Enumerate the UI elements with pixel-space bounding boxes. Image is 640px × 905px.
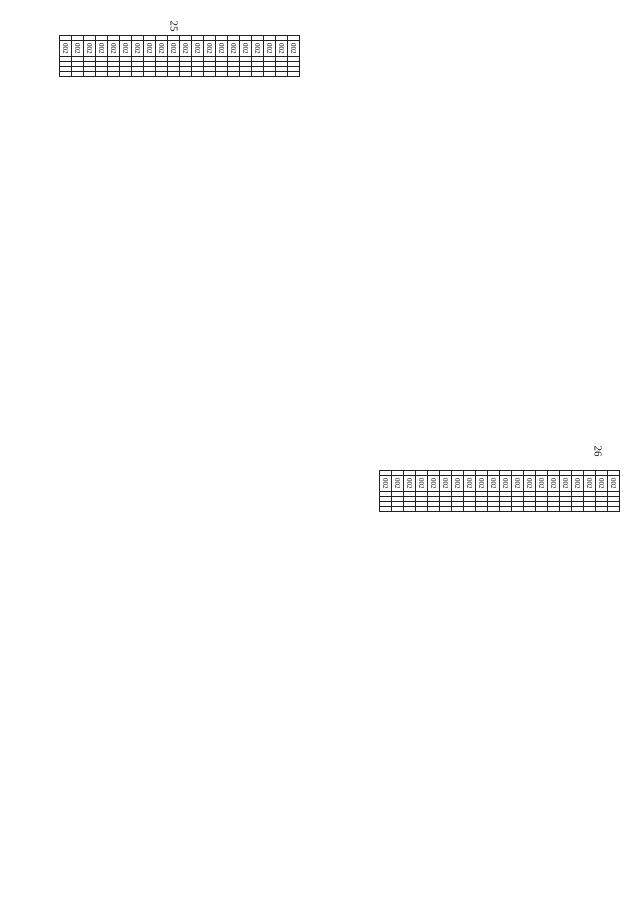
- cell-code: 002: [560, 476, 572, 492]
- table-row: [276, 36, 288, 77]
- cell-sum: [452, 506, 464, 511]
- table-row: [180, 36, 192, 77]
- cell-sum: [96, 71, 108, 76]
- table-row: [168, 36, 180, 77]
- cell-sum: [144, 71, 156, 76]
- cell-sum: [228, 71, 240, 76]
- cell-code: 002: [380, 476, 392, 492]
- right-page: [320, 0, 640, 905]
- table-row: [264, 36, 276, 77]
- table-row: [428, 471, 440, 512]
- cell-sum: [464, 506, 476, 511]
- cell-code: 002: [392, 476, 404, 492]
- cell-code: 002: [192, 41, 204, 57]
- table-row: [240, 36, 252, 77]
- cell-code: 002: [404, 476, 416, 492]
- table-row: [228, 36, 240, 77]
- cell-sum: [500, 506, 512, 511]
- cell-sum: [192, 71, 204, 76]
- cell-code: 002: [584, 476, 596, 492]
- cell-code: 002: [488, 476, 500, 492]
- cell-code: 002: [512, 476, 524, 492]
- table-row: [608, 471, 620, 512]
- cell-sum: [512, 506, 524, 511]
- cell-code: 002: [536, 476, 548, 492]
- cell-sum: [120, 71, 132, 76]
- table-row: [500, 471, 512, 512]
- table-row: [404, 471, 416, 512]
- cell-sum: [488, 506, 500, 511]
- table-row: [120, 36, 132, 77]
- cell-code: 002: [156, 41, 168, 57]
- table-row: [380, 471, 392, 512]
- cell-code: 002: [264, 41, 276, 57]
- cell-code: 002: [416, 476, 428, 492]
- cell-sum: [216, 71, 228, 76]
- cell-code: 002: [452, 476, 464, 492]
- table-row: [596, 471, 608, 512]
- table-row: [416, 471, 428, 512]
- cell-code: 002: [84, 41, 96, 57]
- cell-sum: [180, 71, 192, 76]
- table-row: [84, 36, 96, 77]
- cell-code: 002: [288, 41, 300, 57]
- table-row: [440, 471, 452, 512]
- budget-table: [379, 470, 620, 512]
- cell-code: 002: [168, 41, 180, 57]
- table-row: [108, 36, 120, 77]
- cell-sum: [476, 506, 488, 511]
- table-row: [560, 471, 572, 512]
- table-row: [536, 471, 548, 512]
- cell-sum: [596, 506, 608, 511]
- cell-code: 002: [60, 41, 72, 57]
- cell-sum: [264, 71, 276, 76]
- table-row: [72, 36, 84, 77]
- cell-code: 002: [228, 41, 240, 57]
- table-row: [192, 36, 204, 77]
- cell-sum: [60, 71, 72, 76]
- cell-sum: [108, 71, 120, 76]
- table-row: [524, 471, 536, 512]
- cell-sum: [536, 506, 548, 511]
- table-row: [392, 471, 404, 512]
- cell-sum: [132, 71, 144, 76]
- table-row: [452, 471, 464, 512]
- table-row: [144, 36, 156, 77]
- cell-code: 002: [500, 476, 512, 492]
- cell-sum: [560, 506, 572, 511]
- cell-sum: [608, 506, 620, 511]
- cell-code: 002: [548, 476, 560, 492]
- cell-code: 002: [608, 476, 620, 492]
- cell-code: 002: [252, 41, 264, 57]
- cell-sum: [572, 506, 584, 511]
- table-row: [584, 471, 596, 512]
- budget-table: [59, 35, 300, 77]
- cell-code: 002: [180, 41, 192, 57]
- cell-sum: [548, 506, 560, 511]
- cell-code: 002: [596, 476, 608, 492]
- cell-sum: [276, 71, 288, 76]
- cell-code: 002: [204, 41, 216, 57]
- cell-sum: [392, 506, 404, 511]
- table-row: [132, 36, 144, 77]
- cell-sum: [252, 71, 264, 76]
- table-row: [216, 36, 228, 77]
- cell-code: 002: [476, 476, 488, 492]
- table-row: [488, 471, 500, 512]
- cell-sum: [84, 71, 96, 76]
- cell-sum: [524, 506, 536, 511]
- cell-sum: [428, 506, 440, 511]
- cell-code: 002: [524, 476, 536, 492]
- table-row: [288, 36, 300, 77]
- cell-sum: [168, 71, 180, 76]
- table-row: [476, 471, 488, 512]
- table-row: [572, 471, 584, 512]
- cell-code: 002: [572, 476, 584, 492]
- cell-code: 002: [108, 41, 120, 57]
- cell-code: 002: [216, 41, 228, 57]
- cell-code: 002: [240, 41, 252, 57]
- cell-sum: [584, 506, 596, 511]
- cell-code: 002: [132, 41, 144, 57]
- table-row: [464, 471, 476, 512]
- cell-code: 002: [440, 476, 452, 492]
- cell-code: 002: [428, 476, 440, 492]
- table-row: [60, 36, 72, 77]
- cell-sum: [240, 71, 252, 76]
- page-number: 26: [591, 445, 604, 457]
- cell-code: 002: [276, 41, 288, 57]
- table-row: [156, 36, 168, 77]
- cell-code: 002: [72, 41, 84, 57]
- table-row: [512, 471, 524, 512]
- cell-sum: [72, 71, 84, 76]
- table-row: [548, 471, 560, 512]
- cell-sum: [288, 71, 300, 76]
- cell-sum: [156, 71, 168, 76]
- cell-sum: [404, 506, 416, 511]
- cell-sum: [440, 506, 452, 511]
- cell-sum: [204, 71, 216, 76]
- cell-sum: [416, 506, 428, 511]
- table-row: [252, 36, 264, 77]
- cell-code: 002: [96, 41, 108, 57]
- table-row: [96, 36, 108, 77]
- cell-code: 002: [120, 41, 132, 57]
- cell-code: 002: [144, 41, 156, 57]
- page-number: 25: [167, 20, 180, 32]
- cell-sum: [380, 506, 392, 511]
- table-row: [204, 36, 216, 77]
- cell-code: 002: [464, 476, 476, 492]
